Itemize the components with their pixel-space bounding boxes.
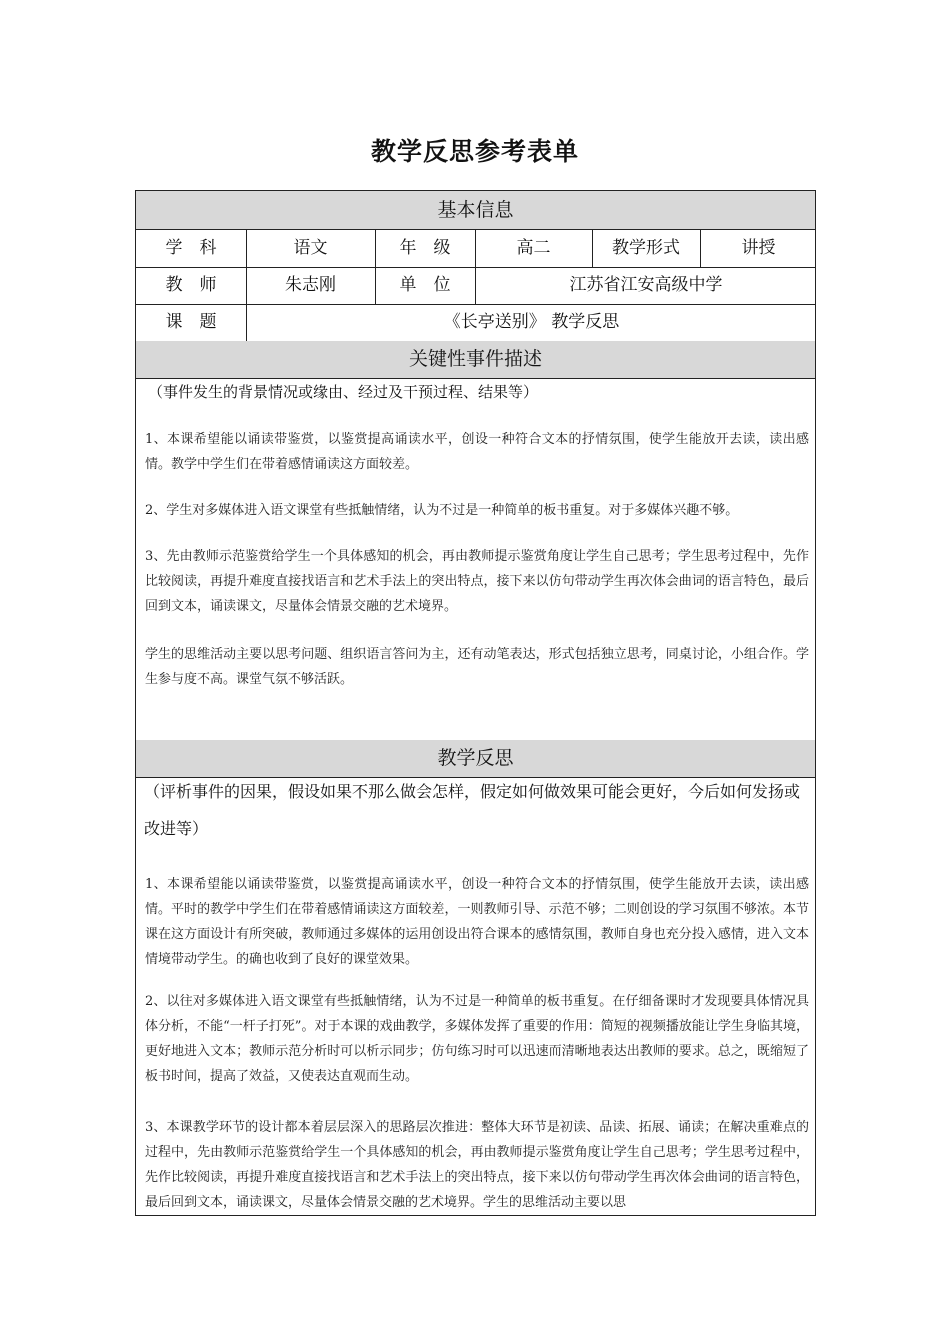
grade-value: 高二 (516, 238, 551, 258)
teacher-value: 朱志刚 (285, 275, 336, 295)
reflection-paragraph-1: 1、本课希望能以诵读带鉴赏，以鉴赏提高诵读水平，创设一种符合文本的抒情氛围，使学生能放开去读，读出感情。平时的教学中学生们在带着感情诵读这方面较差，一则教师引导、示范不够；二则创设的学习氛围不够浓。本节课在这方面设计有所突破，教师通过多媒体的运用创设出符合课本的感情氛围，教师自身也充分投入感情，进入文本情境带动学生。的确也收到了良好的课堂效果。 (145, 877, 809, 967)
key-event-note: （事件发生的背景情况或缘由、经过及干预过程、结果等） (148, 383, 539, 401)
grade-label: 年 级 (399, 238, 451, 258)
teaching-form-label: 教学形式 (612, 238, 680, 258)
reflection-header: 教学反思 (136, 740, 815, 778)
teacher-label: 教 师 (165, 275, 217, 295)
key-event-paragraph-3: 3、先由教师示范鉴赏给学生一个具体感知的机会，再由教师提示鉴赏角度让学生自己思考；学生思考过程中，先作比较阅读，再提升难度直接找语言和艺术手法上的突出特点，接下来以仿句带动学生再次体会曲词的语言特色，最后回到文本，诵读课文，尽量体会情景交融的艺术境界。 (145, 549, 809, 614)
key-event-paragraph-1: 1、本课希望能以诵读带鉴赏，以鉴赏提高诵读水平，创设一种符合文本的抒情氛围，使学生能放开去读，读出感情。教学中学生们在带着感情诵读这方面较差。 (145, 432, 809, 472)
reflection-note: （评析事件的因果，假设如果不那么做会怎样，假定如何做效果可能会更好，今后如何发扬或改进等） (144, 782, 801, 838)
key-event-paragraph-4: 学生的思维活动主要以思考问题、组织语言答问为主，还有动笔表达，形式包括独立思考，同桌讨论，小组合作。学生参与度不高。课堂气氛不够活跃。 (145, 647, 809, 687)
key-event-paragraph-2: 2、学生对多媒体进入语文课堂有些抵触情绪，认为不过是一种简单的板书重复。对于多媒体兴趣不够。 (145, 503, 739, 518)
unit-value: 江苏省江安高级中学 (569, 275, 723, 295)
reflection-paragraph-2: 2、以往对多媒体进入语文课堂有些抵触情绪，认为不过是一种简单的板书重复。在仔细备课时才发现要具体情况具体分析，不能“一杆子打死”。对于本课的戏曲教学，多媒体发挥了重要的作用：简短的视频播放能让学生身临其境，更好地进入文本；教师示范分析时可以析示同步；仿句练习时可以迅速而清晰地表达出教师的要求。总之，既缩短了板书时间，提高了效益，又使表达直观而生动。 (145, 994, 809, 1084)
subject-value: 语文 (293, 238, 328, 258)
basic-info-header: 基本信息 (136, 191, 815, 230)
teaching-form-value: 讲授 (741, 238, 776, 258)
subject-label: 学 科 (165, 238, 217, 258)
key-event-header: 关键性事件描述 (136, 341, 815, 379)
topic-value: 《长亭送别》 教学反思 (443, 312, 620, 332)
reflection-paragraph-3: 3、本课教学环节的设计都本着层层深入的思路层次推进：整体大环节是初读、品读、拓展、诵读；在解决重难点的过程中，先由教师示范鉴赏给学生一个具体感知的机会，再由教师提示鉴赏角度让学生自己思考；学生思考过程中，先作比较阅读，再提升难度直接找语言和艺术手法上的突出特点，接下来以仿句带动学生再次体会曲词的语言特色，最后回到文本，诵读课文，尽量体会情景交融的艺术境界。学生的思维活动主要以思 (145, 1120, 809, 1210)
page-title: 教学反思参考表单 (370, 137, 579, 166)
reflection-form-table (135, 190, 816, 1216)
topic-label: 课 题 (165, 312, 217, 332)
unit-label: 单 位 (399, 275, 451, 295)
